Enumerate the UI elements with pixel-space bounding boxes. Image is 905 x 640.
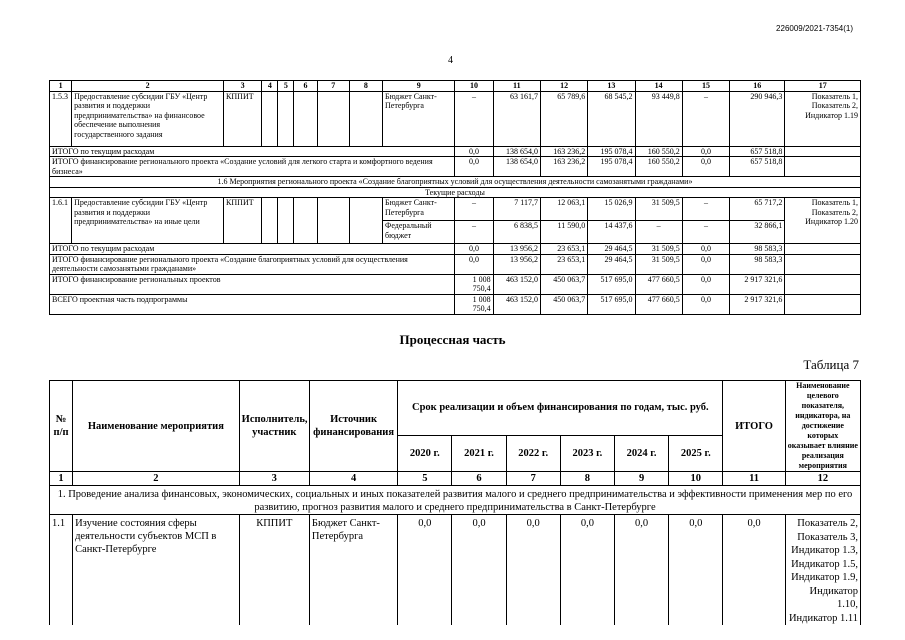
indicator-item: Индикатор 1.5, bbox=[791, 558, 858, 570]
indicator-item: Индикатор 1.11 bbox=[788, 612, 858, 624]
table-row: ВСЕГО проектная часть подпрограммы 1 008 750,4 463 152,0 450 063,7 517 695,0 477 660,5 0,0 2 917 321,6 bbox=[50, 294, 861, 314]
indicator-item: Индикатор 1.3, bbox=[791, 545, 858, 556]
indicator-item: Индикатор 1.9, bbox=[791, 572, 858, 583]
process-funding-table bbox=[49, 380, 861, 625]
page-number: 4 bbox=[448, 55, 453, 66]
table-row: ИТОГО по текущим расходам 0,0 138 654,0 163 236,2 195 078,4 160 550,2 0,0 657 518,8 bbox=[50, 146, 861, 157]
project-funding-table bbox=[49, 80, 861, 315]
table-row: Федеральный бюджет – 6 838,5 11 590,0 14 437,6 – – 32 866,1 bbox=[50, 221, 861, 244]
table-row: 1.1 Изучение состояния сферы деятельности субъектов МСП в Санкт-Петербурге КППИТ Бюджет Санкт-Петербурга 0,0 0,0 0,0 0,0 0,0 0,0 0,0 Показатель 2, Показатель 3, Индикатор 1.3, Индикатор 1.5, Индикатор 1.9, Индикатор 1.10, Индикатор 1.11 bbox=[50, 515, 861, 626]
table-label: Таблица 7 bbox=[803, 357, 859, 372]
table-row: ИТОГО финансирование регионального проекта «Создание условий для легкого старта и комфортного ведения бизнеса» 0,0 138 654,0 163 236,2 195 078,4 160 550,2 0,0 657 518,8 bbox=[50, 157, 861, 177]
table-row: ИТОГО финансирование регионального проекта «Создание благоприятных условий для осуществления деятельности самозанятыми гражданами» 0,0 13 956,2 23 653,1 29 464,5 31 509,5 0,0 98 583,3 bbox=[50, 254, 861, 274]
table-header-row: № п/п Наименование мероприятия Исполнитель, участник Источник финансирования Срок реализации и объем финансирования по годам, тыс. руб. ИТОГО Наименование целевого показателя, индикатора, на достижение которых оказывает влияние реализация мероприятия bbox=[50, 381, 861, 436]
section-title: Процессная часть bbox=[399, 332, 506, 347]
table-row: 1.6.1 Предоставление субсидии ГБУ «Центр развития и поддержки предпринимательства» на иные цели КППИТ Бюджет Санкт-Петербурга – 7 117,7 12 063,1 15 026,9 31 509,5 – 65 717,2 Показатель 1, Показатель 2, Индикатор 1.20 bbox=[50, 198, 861, 221]
table-row: ИТОГО финансирование региональных проектов 1 008 750,4 463 152,0 450 063,7 517 695,0 477 660,5 0,0 2 917 321,6 bbox=[50, 274, 861, 294]
indicator-item: Показатель 2, bbox=[797, 518, 858, 529]
table-row: ИТОГО по текущим расходам 0,0 13 956,2 23 653,1 29 464,5 31 509,5 0,0 98 583,3 bbox=[50, 244, 861, 255]
table-header-years-row: 2020 г. 2021 г. 2022 г. 2023 г. 2024 г. 2025 г. bbox=[50, 435, 861, 471]
section-row: 1. Проведение анализа финансовых, экономических, социальных и иных показателей развития малого и среднего предпринимательства и эффективности применения мер по его развитию, прогноз развития малого и среднего предпринимательства в Санкт-Петербурге bbox=[50, 486, 861, 515]
section-row: 1.6 Мероприятия регионального проекта «Создание благоприятных условий для осуществления деятельности самозанятыми гражданами» bbox=[50, 177, 861, 188]
document-id: 226009/2021-7354(1) bbox=[776, 24, 853, 33]
indicator-item: Показатель 3, bbox=[797, 531, 858, 543]
indicator-list bbox=[785, 515, 860, 626]
column-number-row: 1 2 3 4 5 6 7 8 9 10 11 12 bbox=[50, 472, 861, 486]
column-number-row: 1 2 3 4 5 6 7 8 9 10 11 12 13 14 15 16 17 bbox=[50, 81, 861, 92]
subsection-row: Текущие расходы bbox=[50, 187, 861, 198]
table-row: 1.5.3 Предоставление субсидии ГБУ «Центр развития и поддержки предпринимательства» на финансовое обеспечение выполнения государственного задания КППИТ Бюджет Санкт-Петербурга – 63 161,7 65 789,6 68 545,2 93 449,8 – 290 946,3 Показатель 1, Показатель 2, Индикатор 1.19 bbox=[50, 91, 861, 146]
indicator-item: Индикатор 1.10, bbox=[809, 585, 858, 610]
